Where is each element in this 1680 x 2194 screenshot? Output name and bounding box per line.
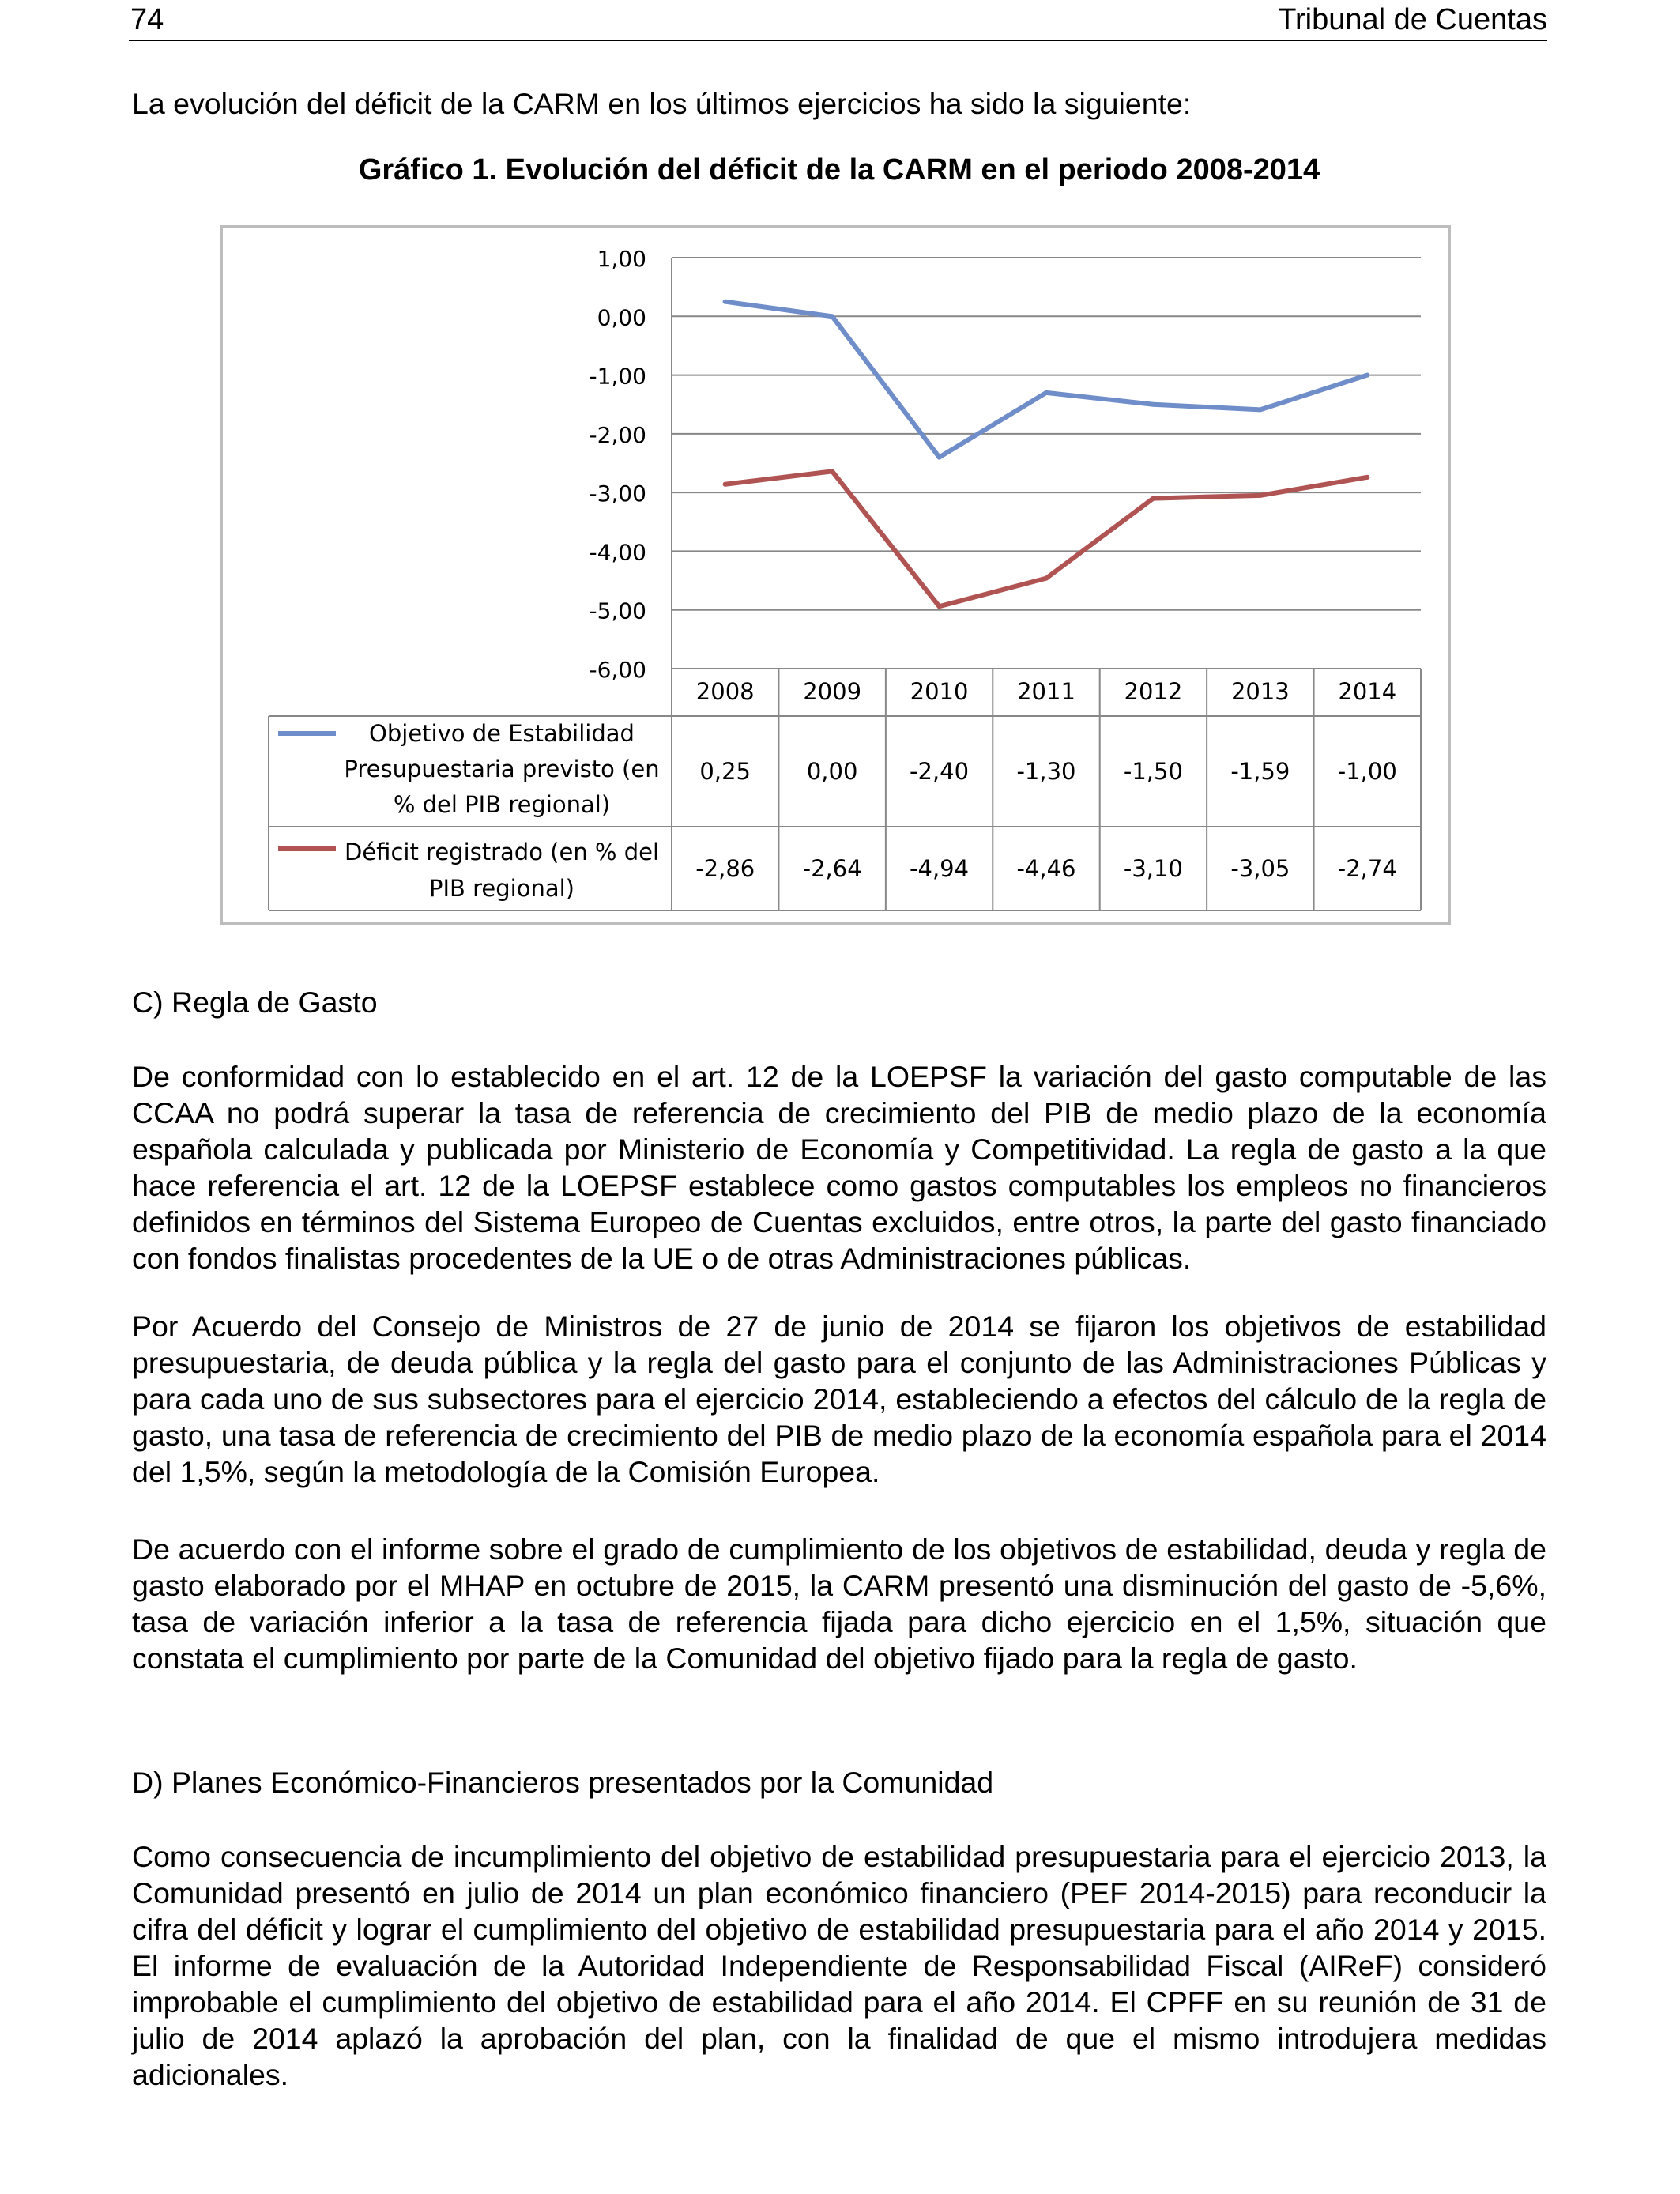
section-c-heading: C) Regla de Gasto <box>132 986 378 1019</box>
category-label: 2008 <box>695 678 755 705</box>
running-title: Tribunal de Cuentas <box>1278 3 1547 36</box>
table-value: -3,10 <box>1123 855 1183 882</box>
table-value: -4,46 <box>1016 855 1076 882</box>
data-point <box>723 482 728 487</box>
table-value: -1,59 <box>1230 758 1290 785</box>
section-c-paragraph-2: Por Acuerdo del Consejo de Ministros de 27 de junio de 2014 se fijaron los objetivos de estabilidad presupuestaria, de deuda pública y la regla del gasto para el conjunto de las Administraciones Públicas y para cada uno de sus subsectores para el ejercicio 2014, estableciendo a efectos del cálculo de la regla de gasto, una tasa de referencia de crecimiento del PIB de medio plazo de la economía española para el 2014 del 1,5%, según la metodología de la Comisión Europea. <box>132 1310 1546 1488</box>
table-value: 0,25 <box>699 758 751 785</box>
category-label: 2012 <box>1124 678 1183 705</box>
table-value: -2,74 <box>1337 855 1397 882</box>
deficit-chart <box>0 0 1680 948</box>
section-d-paragraph-1: Como consecuencia de incumplimiento del objetivo de estabilidad presupuestaria para el ejercicio 2013, la Comunidad presentó en julio de 2014 un plan económico financiero (PEF 2014-2015) para reconducir la cifra del déficit y lograr el cumplimiento del objetivo de estabilidad presupuestaria para el año 2014 y 2015. El informe de evaluación de la Autoridad Independiente de Responsabilidad Fiscal (AIReF) consideró improbable el cumplimiento del objetivo de estabilidad para el año 2014. El CPFF en su reunión de 31 de julio de 2014 aplazó la aprobación del plan, con la finalidad de que el mismo introdujera medidas adicionales. <box>132 1840 1546 2091</box>
y-tick-label: -1,00 <box>589 363 646 390</box>
category-label: 2011 <box>1017 678 1075 705</box>
table-value: -1,50 <box>1123 758 1183 785</box>
intro-text: La evolución del déficit de la CARM en los últimos ejercicios ha sido la siguiente: <box>132 87 1192 120</box>
legend-label: Presupuestaria previsto (en <box>344 756 660 782</box>
table-value: -3,05 <box>1230 855 1290 882</box>
section-c-paragraph-1: De conformidad con lo establecido en el art. 12 de la LOEPSF la variación del gasto computable de las CCAA no podrá superar la tasa de referencia de crecimiento del PIB de medio plazo de la economía española calculada y publicada por Ministerio de Economía y Competitividad. La regla de gasto a la que hace referencia el art. 12 de la LOEPSF establece como gastos computables los empleos no financieros definidos en términos del Sistema Europeo de Cuentas excluidos, entre otros, la parte del gasto financiado con fondos finalistas procedentes de la UE o de otras Administraciones públicas. <box>132 1060 1546 1275</box>
section-d-heading: D) Planes Económico-Financieros presentados por la Comunidad <box>132 1766 994 1799</box>
legend-label: PIB regional) <box>428 875 575 902</box>
section-c-paragraph-3: De acuerdo con el informe sobre el grado de cumplimiento de los objetivos de estabilidad, deuda y regla de gasto elaborado por el MHAP en octubre de 2015, la CARM presentó una disminución del gasto de -5,6%, tasa de variación inferior a la tasa de referencia fijada para dicho ejercicio en el 1,5%, situación que constata el cumplimiento por parte de la Comunidad del objetivo fijado para la regla de gasto. <box>132 1532 1546 1675</box>
data-point <box>937 604 942 609</box>
table-value: -2,64 <box>802 855 862 882</box>
table-value: -1,00 <box>1337 758 1397 785</box>
y-tick-label: 0,00 <box>597 304 646 331</box>
y-tick-label: -2,00 <box>589 421 646 448</box>
category-label: 2014 <box>1338 678 1397 705</box>
y-tick-label: -6,00 <box>589 657 646 683</box>
table-value: -4,94 <box>910 855 970 882</box>
legend-label: Déficit registrado (en % del <box>345 839 659 865</box>
category-label: 2010 <box>910 678 969 705</box>
data-point <box>1151 496 1155 501</box>
y-tick-label: -5,00 <box>589 598 646 624</box>
data-point <box>937 455 942 460</box>
data-point <box>830 469 834 473</box>
y-tick-label: 1,00 <box>597 246 646 272</box>
category-label: 2013 <box>1230 678 1290 705</box>
data-point <box>1258 407 1263 412</box>
data-point <box>1258 493 1263 498</box>
y-tick-label: -4,00 <box>589 539 646 566</box>
table-value: -1,30 <box>1016 758 1076 785</box>
data-point <box>1365 373 1369 378</box>
data-point <box>1044 390 1049 395</box>
chart-title: Gráfico 1. Evolución del déficit de la CARM en el periodo 2008-2014 <box>358 153 1320 187</box>
legend-label: % del PIB regional) <box>393 791 611 818</box>
category-label: 2009 <box>803 678 862 705</box>
data-point <box>723 300 728 304</box>
page-number: 74 <box>130 3 164 36</box>
table-value: -2,40 <box>910 758 970 785</box>
y-tick-label: -3,00 <box>589 481 646 507</box>
table-value: 0,00 <box>806 758 858 785</box>
data-point <box>1044 576 1049 581</box>
data-point <box>830 314 834 319</box>
series-line <box>725 471 1368 606</box>
legend-label: Objetivo de Estabilidad <box>369 720 635 747</box>
table-value: -2,86 <box>695 855 755 882</box>
data-point <box>1365 475 1369 480</box>
data-point <box>1151 402 1155 407</box>
